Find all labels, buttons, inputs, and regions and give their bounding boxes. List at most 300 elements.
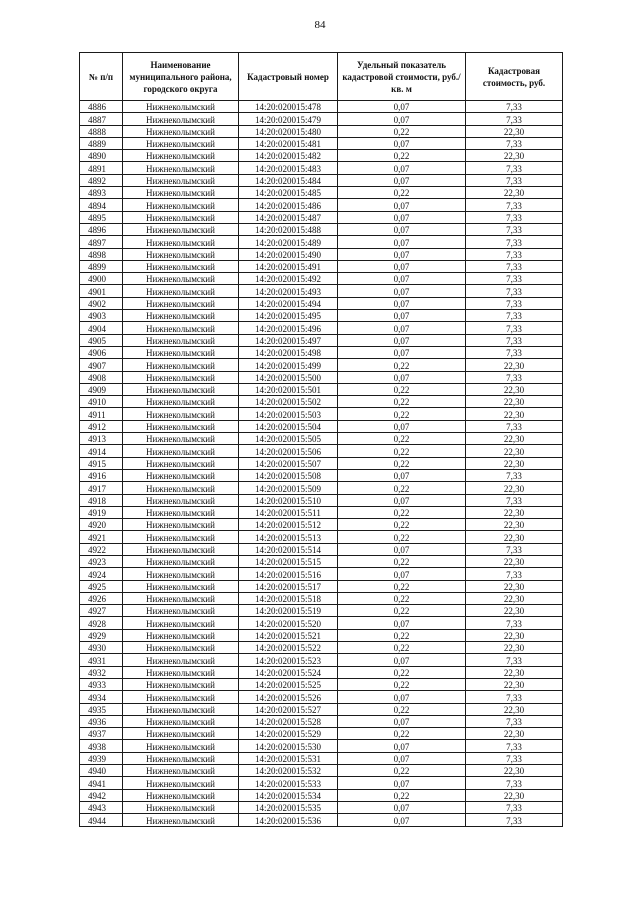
cell-district: Нижнеколымский [123, 482, 239, 494]
cell-cadastral-number: 14:20:020015:500 [239, 371, 338, 383]
cell-cadastral-number: 14:20:020015:493 [239, 285, 338, 297]
cell-num: 4914 [80, 445, 123, 457]
cell-unit-value: 0,07 [338, 211, 466, 223]
table-row [80, 162, 563, 174]
cell-unit-value: 0,07 [338, 162, 466, 174]
cell-unit-value: 0,07 [338, 137, 466, 149]
table-row [80, 223, 563, 235]
cell-unit-value: 0,22 [338, 765, 466, 777]
cell-num: 4898 [80, 248, 123, 260]
table-row [80, 199, 563, 211]
page-number: 84 [314, 19, 326, 31]
cell-cadastral-number: 14:20:020015:523 [239, 654, 338, 666]
cell-cadastral-number: 14:20:020015:506 [239, 445, 338, 457]
cell-cadastral-number: 14:20:020015:526 [239, 691, 338, 703]
cell-district: Нижнеколымский [123, 789, 239, 801]
cell-district: Нижнеколымский [123, 469, 239, 481]
cell-cadastral-cost: 22,30 [466, 666, 563, 678]
cell-num: 4912 [80, 420, 123, 432]
cell-district: Нижнеколымский [123, 359, 239, 371]
cell-num: 4919 [80, 506, 123, 518]
table-row [80, 420, 563, 432]
cell-cadastral-number: 14:20:020015:505 [239, 433, 338, 445]
cell-unit-value: 0,07 [338, 101, 466, 113]
cell-cadastral-cost: 7,33 [466, 691, 563, 703]
table-row [80, 580, 563, 592]
cell-district: Нижнеколымский [123, 629, 239, 641]
cell-cadastral-cost: 22,30 [466, 605, 563, 617]
table-row [80, 408, 563, 420]
cell-cadastral-number: 14:20:020015:527 [239, 703, 338, 715]
cell-cadastral-cost: 22,30 [466, 433, 563, 445]
cell-unit-value: 0,07 [338, 236, 466, 248]
table-row [80, 654, 563, 666]
cell-unit-value: 0,07 [338, 801, 466, 813]
cell-num: 4941 [80, 777, 123, 789]
cell-district: Нижнеколымский [123, 236, 239, 248]
cell-cadastral-cost: 22,30 [466, 359, 563, 371]
cell-unit-value: 0,07 [338, 223, 466, 235]
cell-cadastral-number: 14:20:020015:532 [239, 765, 338, 777]
cell-cadastral-number: 14:20:020015:530 [239, 740, 338, 752]
cell-unit-value: 0,07 [338, 654, 466, 666]
cell-district: Нижнеколымский [123, 519, 239, 531]
table-row [80, 359, 563, 371]
cell-num: 4939 [80, 752, 123, 764]
cell-district: Нижнеколымский [123, 555, 239, 567]
cell-unit-value: 0,07 [338, 617, 466, 629]
cell-cadastral-number: 14:20:020015:485 [239, 187, 338, 199]
cell-district: Нижнеколымский [123, 691, 239, 703]
cell-unit-value: 0,07 [338, 494, 466, 506]
table-row [80, 260, 563, 272]
cell-num: 4923 [80, 555, 123, 567]
cell-unit-value: 0,22 [338, 703, 466, 715]
table-row [80, 715, 563, 727]
table-row [80, 678, 563, 690]
cell-district: Нижнеколымский [123, 211, 239, 223]
cell-num: 4922 [80, 543, 123, 555]
cell-cadastral-cost: 7,33 [466, 494, 563, 506]
table-row [80, 666, 563, 678]
cell-unit-value: 0,22 [338, 531, 466, 543]
cell-district: Нижнеколымский [123, 678, 239, 690]
cell-num: 4944 [80, 814, 123, 826]
cell-district: Нижнеколымский [123, 125, 239, 137]
cell-district: Нижнеколымский [123, 740, 239, 752]
table-row [80, 728, 563, 740]
cell-num: 4896 [80, 223, 123, 235]
cell-num: 4930 [80, 642, 123, 654]
cell-cadastral-number: 14:20:020015:522 [239, 642, 338, 654]
table-row [80, 617, 563, 629]
cell-cadastral-cost: 22,30 [466, 789, 563, 801]
cell-unit-value: 0,22 [338, 666, 466, 678]
cell-cadastral-number: 14:20:020015:521 [239, 629, 338, 641]
cell-cadastral-cost: 22,30 [466, 396, 563, 408]
cell-cadastral-cost: 22,30 [466, 678, 563, 690]
cell-cadastral-cost: 7,33 [466, 260, 563, 272]
cell-cadastral-number: 14:20:020015:497 [239, 334, 338, 346]
cell-cadastral-number: 14:20:020015:510 [239, 494, 338, 506]
table-row [80, 101, 563, 113]
cell-cadastral-cost: 22,30 [466, 408, 563, 420]
cell-num: 4942 [80, 789, 123, 801]
table-row [80, 592, 563, 604]
cell-cadastral-number: 14:20:020015:525 [239, 678, 338, 690]
table-row [80, 322, 563, 334]
cell-cadastral-number: 14:20:020015:536 [239, 814, 338, 826]
cell-cadastral-cost: 7,33 [466, 346, 563, 358]
cell-cadastral-number: 14:20:020015:535 [239, 801, 338, 813]
table-row [80, 125, 563, 137]
cell-cadastral-number: 14:20:020015:517 [239, 580, 338, 592]
cell-cadastral-cost: 7,33 [466, 568, 563, 580]
cell-district: Нижнеколымский [123, 199, 239, 211]
cell-district: Нижнеколымский [123, 494, 239, 506]
cell-unit-value: 0,07 [338, 715, 466, 727]
table-row [80, 801, 563, 813]
cell-cadastral-number: 14:20:020015:508 [239, 469, 338, 481]
cell-cadastral-number: 14:20:020015:504 [239, 420, 338, 432]
table-row [80, 211, 563, 223]
cell-num: 4908 [80, 371, 123, 383]
cell-unit-value: 0,22 [338, 678, 466, 690]
cell-cadastral-cost: 7,33 [466, 113, 563, 125]
table-row [80, 629, 563, 641]
table-row [80, 482, 563, 494]
cell-unit-value: 0,22 [338, 592, 466, 604]
cell-district: Нижнеколымский [123, 765, 239, 777]
table-row [80, 568, 563, 580]
cell-num: 4926 [80, 592, 123, 604]
cell-unit-value: 0,07 [338, 285, 466, 297]
table-row [80, 752, 563, 764]
table-row [80, 519, 563, 531]
cell-cadastral-number: 14:20:020015:518 [239, 592, 338, 604]
cell-cadastral-cost: 22,30 [466, 629, 563, 641]
cell-cadastral-cost: 7,33 [466, 174, 563, 186]
cell-unit-value: 0,07 [338, 310, 466, 322]
cell-num: 4911 [80, 408, 123, 420]
cell-cadastral-cost: 7,33 [466, 617, 563, 629]
cell-num: 4892 [80, 174, 123, 186]
cell-cadastral-number: 14:20:020015:492 [239, 273, 338, 285]
table-row [80, 371, 563, 383]
cell-cadastral-cost: 7,33 [466, 248, 563, 260]
cell-cadastral-cost: 7,33 [466, 162, 563, 174]
cell-district: Нижнеколымский [123, 260, 239, 272]
cell-cadastral-number: 14:20:020015:513 [239, 531, 338, 543]
cell-num: 4924 [80, 568, 123, 580]
cell-unit-value: 0,07 [338, 691, 466, 703]
cell-cadastral-cost: 22,30 [466, 125, 563, 137]
cell-cadastral-cost: 7,33 [466, 334, 563, 346]
table-row [80, 642, 563, 654]
cell-cadastral-cost: 7,33 [466, 420, 563, 432]
table-row [80, 494, 563, 506]
cell-cadastral-number: 14:20:020015:491 [239, 260, 338, 272]
cell-district: Нижнеколымский [123, 592, 239, 604]
cell-unit-value: 0,22 [338, 457, 466, 469]
table-row [80, 789, 563, 801]
cell-unit-value: 0,22 [338, 433, 466, 445]
table-row [80, 396, 563, 408]
cell-cadastral-cost: 7,33 [466, 137, 563, 149]
table-row [80, 137, 563, 149]
cell-num: 4933 [80, 678, 123, 690]
cell-district: Нижнеколымский [123, 273, 239, 285]
table-row [80, 383, 563, 395]
cell-num: 4940 [80, 765, 123, 777]
cell-district: Нижнеколымский [123, 162, 239, 174]
cell-num: 4889 [80, 137, 123, 149]
cell-district: Нижнеколымский [123, 101, 239, 113]
cell-unit-value: 0,22 [338, 359, 466, 371]
cell-district: Нижнеколымский [123, 383, 239, 395]
cell-num: 4887 [80, 113, 123, 125]
cell-cadastral-number: 14:20:020015:498 [239, 346, 338, 358]
cell-cadastral-number: 14:20:020015:501 [239, 383, 338, 395]
table-row [80, 506, 563, 518]
cell-cadastral-number: 14:20:020015:481 [239, 137, 338, 149]
cell-district: Нижнеколымский [123, 728, 239, 740]
table-row [80, 297, 563, 309]
cell-unit-value: 0,22 [338, 728, 466, 740]
table-row [80, 310, 563, 322]
cell-num: 4921 [80, 531, 123, 543]
cell-num: 4891 [80, 162, 123, 174]
cell-cadastral-cost: 7,33 [466, 285, 563, 297]
cell-unit-value: 0,22 [338, 408, 466, 420]
cell-cadastral-cost: 22,30 [466, 703, 563, 715]
cell-district: Нижнеколымский [123, 617, 239, 629]
cell-cadastral-number: 14:20:020015:515 [239, 555, 338, 567]
cell-num: 4909 [80, 383, 123, 395]
cell-num: 4913 [80, 433, 123, 445]
table-row [80, 150, 563, 162]
cell-unit-value: 0,07 [338, 777, 466, 789]
cell-district: Нижнеколымский [123, 187, 239, 199]
cell-district: Нижнеколымский [123, 814, 239, 826]
cell-num: 4895 [80, 211, 123, 223]
cell-unit-value: 0,07 [338, 371, 466, 383]
cell-cadastral-number: 14:20:020015:531 [239, 752, 338, 764]
cell-cadastral-number: 14:20:020015:514 [239, 543, 338, 555]
cell-num: 4916 [80, 469, 123, 481]
cell-cadastral-number: 14:20:020015:534 [239, 789, 338, 801]
header-num: № п/п [80, 53, 123, 101]
cell-district: Нижнеколымский [123, 666, 239, 678]
cell-unit-value: 0,22 [338, 150, 466, 162]
cell-district: Нижнеколымский [123, 777, 239, 789]
header-row [80, 53, 563, 101]
cell-cadastral-cost: 22,30 [466, 187, 563, 199]
cell-cadastral-cost: 7,33 [466, 310, 563, 322]
cell-cadastral-number: 14:20:020015:495 [239, 310, 338, 322]
cell-district: Нижнеколымский [123, 457, 239, 469]
cell-cadastral-cost: 7,33 [466, 777, 563, 789]
cell-unit-value: 0,07 [338, 199, 466, 211]
table-row [80, 433, 563, 445]
cell-num: 4927 [80, 605, 123, 617]
table-row [80, 346, 563, 358]
cell-district: Нижнеколымский [123, 285, 239, 297]
table-row [80, 605, 563, 617]
cell-district: Нижнеколымский [123, 396, 239, 408]
cell-num: 4893 [80, 187, 123, 199]
cadastral-table [79, 52, 563, 827]
cell-district: Нижнеколымский [123, 408, 239, 420]
cell-unit-value: 0,22 [338, 555, 466, 567]
cell-cadastral-cost: 7,33 [466, 740, 563, 752]
cell-cadastral-cost: 7,33 [466, 322, 563, 334]
cell-unit-value: 0,07 [338, 297, 466, 309]
cell-num: 4929 [80, 629, 123, 641]
cell-cadastral-number: 14:20:020015:490 [239, 248, 338, 260]
cell-cadastral-cost: 22,30 [466, 765, 563, 777]
cell-unit-value: 0,07 [338, 174, 466, 186]
cell-cadastral-number: 14:20:020015:480 [239, 125, 338, 137]
table-row [80, 273, 563, 285]
table-row [80, 187, 563, 199]
cell-num: 4931 [80, 654, 123, 666]
cell-cadastral-number: 14:20:020015:533 [239, 777, 338, 789]
cell-cadastral-number: 14:20:020015:484 [239, 174, 338, 186]
cell-cadastral-cost: 22,30 [466, 531, 563, 543]
table-row [80, 691, 563, 703]
cell-num: 4943 [80, 801, 123, 813]
table-row [80, 531, 563, 543]
cell-unit-value: 0,07 [338, 814, 466, 826]
cell-unit-value: 0,22 [338, 789, 466, 801]
cell-district: Нижнеколымский [123, 654, 239, 666]
cell-num: 4903 [80, 310, 123, 322]
cell-cadastral-number: 14:20:020015:509 [239, 482, 338, 494]
cell-cadastral-cost: 7,33 [466, 273, 563, 285]
cell-cadastral-number: 14:20:020015:520 [239, 617, 338, 629]
cell-district: Нижнеколымский [123, 371, 239, 383]
cell-unit-value: 0,22 [338, 642, 466, 654]
cell-district: Нижнеколымский [123, 248, 239, 260]
cell-unit-value: 0,07 [338, 334, 466, 346]
table-header [80, 53, 563, 101]
cell-district: Нижнеколымский [123, 174, 239, 186]
cell-cadastral-cost: 7,33 [466, 654, 563, 666]
cell-unit-value: 0,07 [338, 752, 466, 764]
cell-num: 4902 [80, 297, 123, 309]
cell-cadastral-number: 14:20:020015:494 [239, 297, 338, 309]
cell-num: 4917 [80, 482, 123, 494]
cell-unit-value: 0,22 [338, 383, 466, 395]
cell-num: 4934 [80, 691, 123, 703]
cell-district: Нижнеколымский [123, 137, 239, 149]
cell-cadastral-cost: 22,30 [466, 457, 563, 469]
table-row [80, 543, 563, 555]
table-row [80, 555, 563, 567]
cell-cadastral-number: 14:20:020015:486 [239, 199, 338, 211]
cell-cadastral-number: 14:20:020015:519 [239, 605, 338, 617]
cell-num: 4907 [80, 359, 123, 371]
cell-num: 4937 [80, 728, 123, 740]
cell-num: 4901 [80, 285, 123, 297]
table-row [80, 777, 563, 789]
cell-district: Нижнеколымский [123, 420, 239, 432]
cell-district: Нижнеколымский [123, 715, 239, 727]
cell-cadastral-cost: 7,33 [466, 101, 563, 113]
cell-unit-value: 0,22 [338, 396, 466, 408]
cell-cadastral-cost: 7,33 [466, 469, 563, 481]
cell-num: 4915 [80, 457, 123, 469]
cell-district: Нижнеколымский [123, 543, 239, 555]
cell-num: 4905 [80, 334, 123, 346]
cell-unit-value: 0,22 [338, 482, 466, 494]
header-district: Наименование муниципального района, городского округа [123, 53, 239, 101]
cell-unit-value: 0,22 [338, 580, 466, 592]
table-row [80, 248, 563, 260]
cell-num: 4900 [80, 273, 123, 285]
table-row [80, 469, 563, 481]
cell-unit-value: 0,07 [338, 248, 466, 260]
table-row [80, 445, 563, 457]
header-cadastral-number: Кадастровый номер [239, 53, 338, 101]
cell-num: 4894 [80, 199, 123, 211]
cell-cadastral-cost: 22,30 [466, 728, 563, 740]
cell-num: 4935 [80, 703, 123, 715]
cell-cadastral-cost: 7,33 [466, 801, 563, 813]
cell-district: Нижнеколымский [123, 334, 239, 346]
cell-unit-value: 0,22 [338, 629, 466, 641]
cell-unit-value: 0,22 [338, 506, 466, 518]
cell-cadastral-number: 14:20:020015:478 [239, 101, 338, 113]
cell-cadastral-cost: 7,33 [466, 715, 563, 727]
cell-district: Нижнеколымский [123, 346, 239, 358]
cell-cadastral-number: 14:20:020015:524 [239, 666, 338, 678]
cell-num: 4918 [80, 494, 123, 506]
cell-cadastral-cost: 7,33 [466, 752, 563, 764]
cell-num: 4928 [80, 617, 123, 629]
cell-num: 4932 [80, 666, 123, 678]
cell-unit-value: 0,22 [338, 519, 466, 531]
cell-num: 4886 [80, 101, 123, 113]
cell-district: Нижнеколымский [123, 580, 239, 592]
cell-district: Нижнеколымский [123, 531, 239, 543]
cell-unit-value: 0,07 [338, 469, 466, 481]
cell-cadastral-number: 14:20:020015:512 [239, 519, 338, 531]
cell-unit-value: 0,07 [338, 260, 466, 272]
cell-cadastral-number: 14:20:020015:529 [239, 728, 338, 740]
cell-unit-value: 0,22 [338, 445, 466, 457]
cell-cadastral-number: 14:20:020015:516 [239, 568, 338, 580]
cell-num: 4888 [80, 125, 123, 137]
cell-num: 4920 [80, 519, 123, 531]
cell-district: Нижнеколымский [123, 310, 239, 322]
cell-unit-value: 0,22 [338, 605, 466, 617]
cell-cadastral-number: 14:20:020015:503 [239, 408, 338, 420]
cell-cadastral-cost: 7,33 [466, 236, 563, 248]
cell-unit-value: 0,07 [338, 740, 466, 752]
cell-cadastral-cost: 7,33 [466, 543, 563, 555]
cell-cadastral-cost: 22,30 [466, 506, 563, 518]
cell-district: Нижнеколымский [123, 605, 239, 617]
cell-cadastral-cost: 22,30 [466, 150, 563, 162]
cell-cadastral-number: 14:20:020015:479 [239, 113, 338, 125]
table-row [80, 236, 563, 248]
cell-num: 4906 [80, 346, 123, 358]
cell-cadastral-cost: 22,30 [466, 642, 563, 654]
table-row [80, 174, 563, 186]
cell-cadastral-number: 14:20:020015:496 [239, 322, 338, 334]
